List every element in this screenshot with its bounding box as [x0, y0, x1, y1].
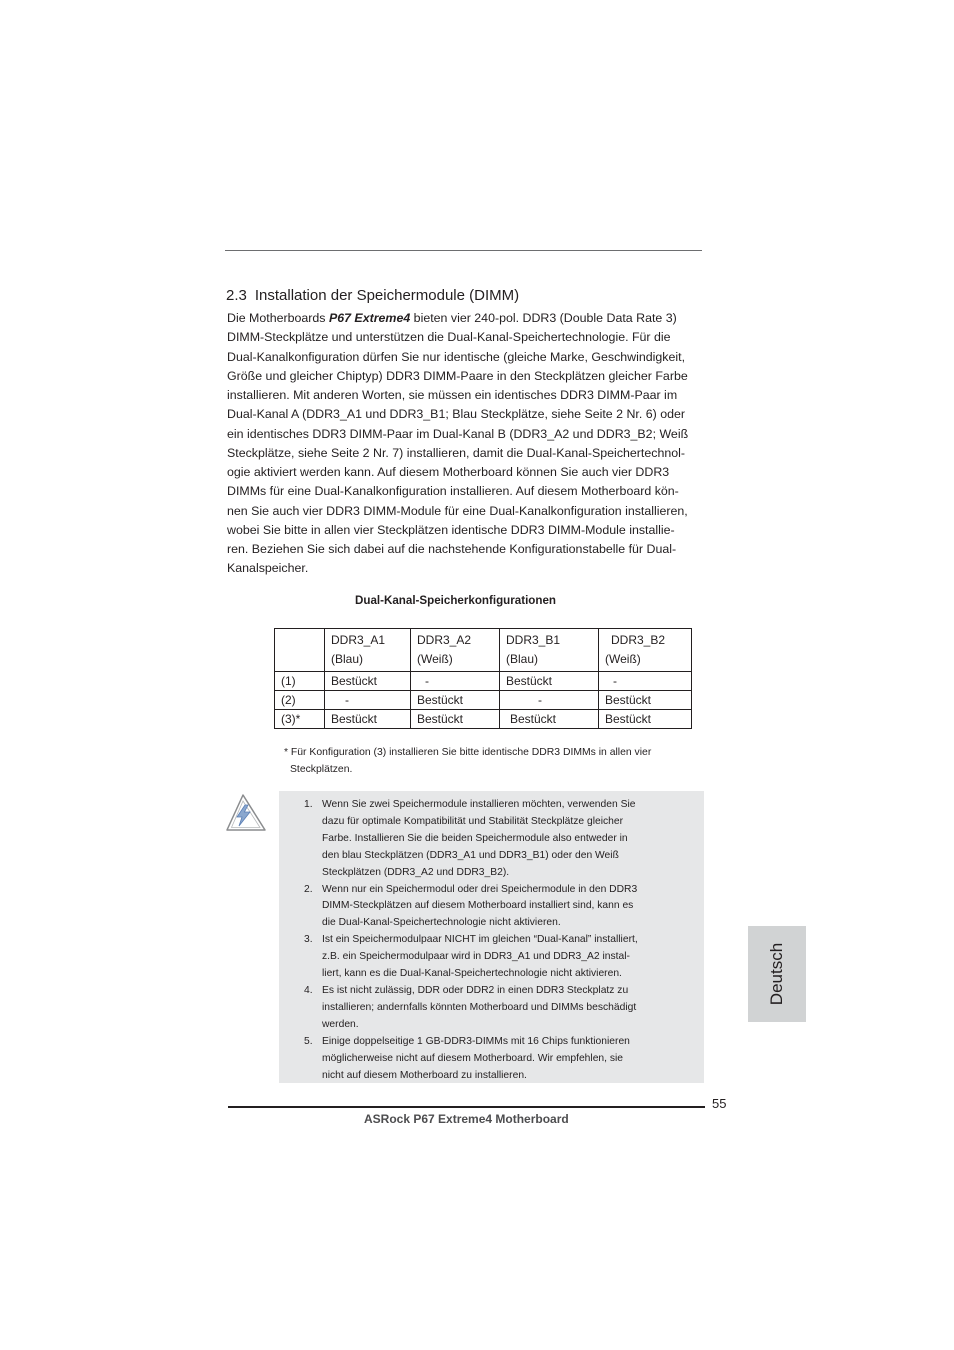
table-footnote	[284, 744, 651, 778]
slot-name: DDR3_B1	[506, 633, 561, 647]
note-item	[279, 882, 638, 933]
table-row	[275, 691, 692, 710]
note-line: möglicherweise nicht auf diesem Motherboard. Wir empfehlen, sie	[322, 1052, 624, 1064]
note-item	[279, 983, 638, 1034]
note-line: z.B. ein Speichermodulpaar wird in DDR3_A1 und DDR3_A2 instal-	[322, 951, 630, 963]
note-line: liert, kann es die Dual-Kanal-Speichertechnologie nicht aktivieren.	[322, 968, 622, 980]
slot-color: (Blau)	[331, 652, 364, 666]
paragraph-line	[227, 309, 707, 328]
note-line: dazu für optimale Kompatibilität und Stabilität Steckplätze gleicher	[322, 815, 624, 827]
note-line: nicht auf diesem Motherboard zu installieren.	[322, 1069, 527, 1081]
note-line: Steckplätzen (DDR3_A2 und DDR3_B2).	[322, 866, 510, 878]
table-cell: Bestückt	[599, 710, 692, 729]
table-cell: Bestückt	[500, 710, 599, 729]
notes-list	[279, 797, 638, 1084]
table-header-cell	[325, 629, 411, 672]
table-cell: Bestückt	[599, 691, 692, 710]
note-item	[279, 1034, 638, 1085]
note-item	[279, 932, 638, 983]
table-cell: -	[411, 672, 500, 691]
table-header-cell	[599, 629, 692, 672]
table-row	[275, 710, 692, 729]
table-header-cell	[411, 629, 500, 672]
note-line: installieren; andernfalls könnten Motherboard und DIMMs beschädigt	[322, 1001, 637, 1013]
note-item	[279, 797, 638, 882]
note-number: 1.	[304, 799, 313, 810]
language-tab	[748, 926, 806, 1022]
note-line: Ist ein Speichermodulpaar NICHT im gleichen “Dual-Kanal” installiert,	[322, 934, 638, 946]
note-line: Wenn Sie zwei Speichermodule installieren möchten, verwenden Sie	[322, 799, 636, 810]
paragraph-text: bieten vier 240-pol. DDR3 (Double Data Rate 3)	[410, 311, 677, 325]
model-name: P67 Extreme4	[328, 311, 411, 325]
paragraph-line: DIMMs für eine Dual-Kanalkonfiguration installieren. Auf diesem Motherboard kön-	[227, 484, 679, 499]
table-header-cell	[500, 629, 599, 672]
paragraph-text: Die Motherboards	[227, 311, 329, 325]
slot-name: DDR3_A1	[331, 633, 386, 647]
paragraph-line: Dual-Kanalkonfiguration dürfen Sie nur identische (gleiche Marke, Geschwindigkeit,	[227, 349, 686, 364]
language-tab-label: Deutsch	[767, 942, 786, 1006]
note-line: Es ist nicht zulässig, DDR oder DDR2 in einen DDR3 Steckplatz zu	[322, 984, 629, 996]
row-label: (2)	[275, 691, 325, 710]
table-caption: Dual-Kanal-Speicherkonfigurationen	[355, 594, 556, 607]
table-cell: Bestückt	[325, 710, 411, 729]
note-line: Wenn nur ein Speichermodul oder drei Speichermodule in den DDR3	[322, 883, 638, 895]
table-row	[275, 672, 692, 691]
table-cell: Bestückt	[411, 710, 500, 729]
slot-name: DDR3_A2	[417, 633, 472, 647]
table-cell: -	[325, 691, 411, 710]
note-line: DIMM-Steckplätzen auf diesem Motherboard installiert sind, kann es	[322, 900, 634, 912]
note-number: 3.	[304, 934, 313, 946]
note-number: 2.	[304, 883, 313, 895]
slot-color: (Weiß)	[417, 652, 453, 666]
paragraph-line: Dual-Kanal A (DDR3_A1 und DDR3_B1; Blau Steckplätze, siehe Seite 2 Nr. 6) oder	[227, 407, 686, 422]
page-number: 55	[712, 1096, 727, 1111]
top-rule	[225, 250, 702, 251]
paragraph-line: Kanalspeicher.	[227, 561, 309, 576]
row-label: (1)	[275, 672, 325, 691]
slot-color: (Blau)	[506, 652, 539, 666]
table-cell: Bestückt	[411, 691, 500, 710]
table-cell: -	[500, 691, 599, 710]
slot-name: DDR3_B2	[611, 633, 666, 647]
footnote-line: * Für Konfiguration (3) installieren Sie bitte identische DDR3 DIMMs in allen vier	[284, 747, 652, 758]
paragraph-line: wobei Sie bitte in allen vier Steckplätzen identische DDR3 DIMM-Module installie-	[227, 522, 675, 537]
slot-color: (Weiß)	[605, 652, 641, 666]
table-header-row	[275, 629, 692, 672]
note-line: werden.	[322, 1018, 359, 1030]
paragraph-line: installieren. Mit anderen Worten, sie müssen ein identisches DDR3 DIMM-Paar im	[227, 388, 678, 402]
note-number: 4.	[304, 984, 313, 996]
memory-config-table	[274, 628, 692, 729]
bottom-rule	[228, 1106, 705, 1108]
note-line: den blau Steckplätzen (DDR3_A1 und DDR3_B1) oder den Weiß	[322, 849, 619, 861]
paragraph-line: Steckplätze, siehe Seite 2 Nr. 7) installieren, damit die Dual-Kanal-Speichertechnol-	[227, 445, 685, 460]
intro-paragraph	[227, 309, 707, 579]
note-line: Einige doppelseitige 1 GB-DDR3-DIMMs mit 16 Chips funktionieren	[322, 1035, 630, 1047]
table-cell: Bestückt	[500, 672, 599, 691]
section-heading: Installation der Speichermodule (DIMM)	[254, 287, 520, 304]
table-corner-cell	[275, 629, 325, 672]
paragraph-line: DIMM-Steckplätze und unterstützen die Dual-Kanal-Speichertechnologie. Für die	[227, 330, 671, 345]
paragraph-line: Größe und gleicher Chiptyp) DDR3 DIMM-Paare in den Steckplätzen gleicher Farbe	[227, 368, 688, 383]
notes-box	[279, 791, 704, 1083]
section-title	[226, 287, 519, 304]
note-line: die Dual-Kanal-Speichertechnologie nicht aktivieren.	[322, 917, 561, 929]
paragraph-line: ogie aktiviert werden kann. Auf diesem Motherboard können Sie auch vier DDR3	[227, 465, 670, 479]
footnote-line: Steckplätzen.	[290, 764, 353, 775]
paragraph-line: nen Sie auch vier DDR3 DIMM-Module für eine Dual-Kanalkonfiguration installieren,	[227, 503, 688, 518]
section-number: 2.3	[226, 287, 247, 304]
note-number: 5.	[304, 1035, 313, 1047]
row-label: (3)*	[275, 710, 325, 729]
paragraph-line: ren. Beziehen Sie sich dabei auf die nachstehende Konfigurationstabelle für Dual-	[227, 542, 677, 556]
warning-triangle-icon	[225, 792, 267, 834]
table-cell: -	[599, 672, 692, 691]
paragraph-line: ein identisches DDR3 DIMM-Paar im Dual-Kanal B (DDR3_A2 und DDR3_B2; Weiß	[227, 426, 689, 441]
table-cell: Bestückt	[325, 672, 411, 691]
note-line: Farbe. Installieren Sie die beiden Speichermodule also entweder in	[322, 832, 628, 844]
footer-title: ASRock P67 Extreme4 Motherboard	[364, 1112, 569, 1126]
